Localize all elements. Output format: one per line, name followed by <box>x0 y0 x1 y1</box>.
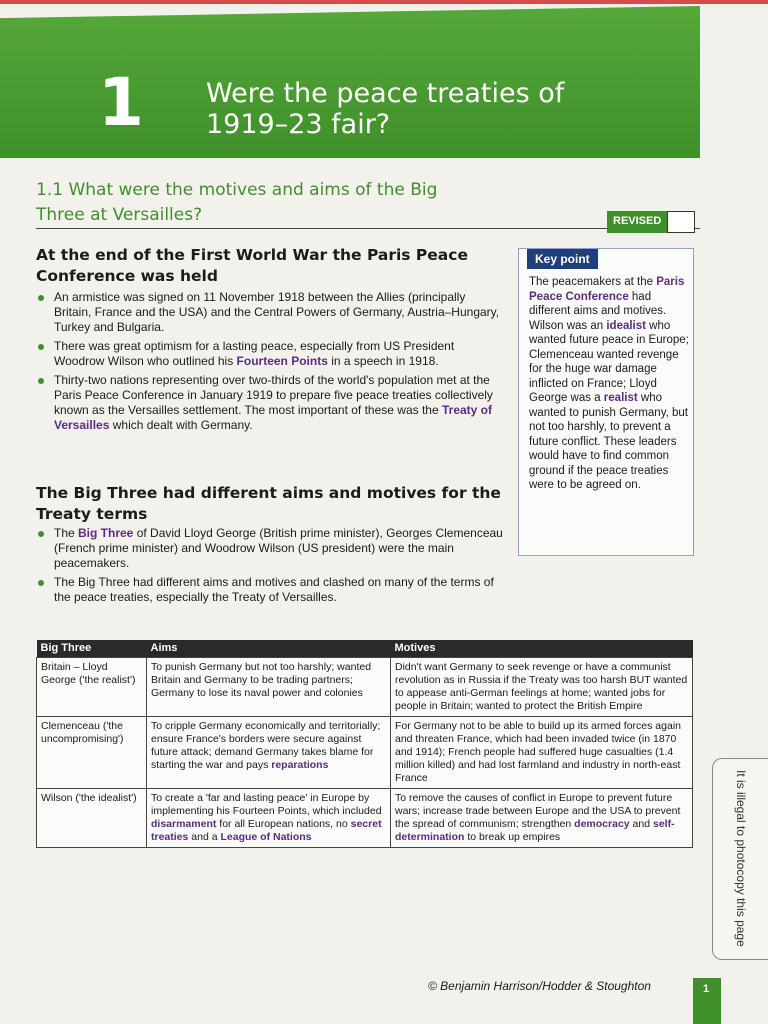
table-cell: To punish Germany but not too harshly; wanted Britain and Germany to be trading partners; Germany to lose its naval power and colonies <box>147 658 391 717</box>
table-cell: Clemenceau ('the uncompromising') <box>37 717 147 789</box>
table-cell: To create a 'far and lasting peace' in Europe by implementing his Fourteen Points, which included disarmament for all European nations, no secret treaties and a League of Nations <box>147 789 391 848</box>
list-item: Thirty-two nations representing over two-thirds of the world's population met at the Paris Peace Conference in January 1919 to prepare five peace treaties collectively known as the Versailles settlement. The most important of these was the Treaty of Versailles which dealt with Germany. <box>36 373 504 433</box>
chapter-number: 1 <box>98 64 144 141</box>
keyword[interactable]: realist <box>603 392 638 404</box>
keyword[interactable]: Big Three <box>78 526 134 540</box>
keyword[interactable]: Fourteen Points <box>236 354 328 368</box>
section-rule <box>36 228 700 229</box>
table-header: Aims <box>147 640 391 658</box>
photocopy-notice: It is illegal to photocopy this page <box>734 770 748 947</box>
chapter-title: Were the peace treaties of 1919–23 fair? <box>206 78 565 140</box>
keyword[interactable]: reparations <box>271 759 329 771</box>
keyword[interactable]: idealist <box>606 319 646 332</box>
footer-copyright: © Benjamin Harrison/Hodder & Stoughton <box>428 979 651 993</box>
table-cell: To remove the causes of conflict in Europe to prevent future wars; increase trade between Europe and the USA to prevent the spread of communism; strengthen democracy and self-determination to break up empires <box>391 789 693 848</box>
keyword[interactable]: League of Nations <box>220 831 312 843</box>
key-point-text: The peacemakers at the Paris Peace Conference had different aims and motives. Wilson was an idealist who wanted future peace in Europe; Clemenceau wanted revenge for the huge war damage inflicted on France; Lloyd George was a realist who wanted to punish Germany, but not too harshly, to prevent a future conflict. These leaders would have to find common ground if the peace treaties were to be agreed on. <box>529 276 689 491</box>
table-cell: Didn't want Germany to seek revenge or have a communist revolution as in Russia if the Treaty was too harsh BUT wanted to appease anti-German feelings at home; wanted jobs for people in Britain; wanted to protect the British Empire <box>391 658 693 717</box>
revised-box[interactable] <box>667 211 695 233</box>
revised-checkbox[interactable] <box>607 211 695 233</box>
table-cell: To cripple Germany economically and territorially; ensure France's borders were secure against future attack; demand Germany takes blame for starting the war and pays reparations <box>147 717 391 789</box>
keyword[interactable]: secret treaties <box>151 818 382 843</box>
part2-bullets <box>36 526 504 609</box>
table-cell: For Germany not to be able to build up its armed forces again and threaten France, which had been invaded twice (in 1870 and 1914); French people had suffered huge casualties (1.4 million killed) and had lost farmland and industry in north-east France <box>391 717 693 789</box>
list-item: The Big Three of David Lloyd George (British prime minister), Georges Clemenceau (French prime minister) and Woodrow Wilson (US president) were the main peacemakers. <box>36 526 504 571</box>
key-point-box <box>518 248 694 556</box>
page-top-edge <box>0 0 768 4</box>
table-header: Motives <box>391 640 693 658</box>
keyword[interactable]: self-determination <box>395 818 675 843</box>
table-header: Big Three <box>37 640 147 658</box>
key-point-label: Key point <box>527 249 598 269</box>
part1-bullets <box>36 290 504 437</box>
keyword[interactable]: Paris Peace Conference <box>529 276 685 303</box>
list-item: An armistice was signed on 11 November 1918 between the Allies (principally Britain, France and the USA) and the Central Powers of Germany, Austria–Hungary, Turkey and Bulgaria. <box>36 290 504 335</box>
keyword[interactable]: disarmament <box>151 818 217 830</box>
keyword[interactable]: Treaty of Versailles <box>54 403 492 432</box>
page-number: 1 <box>703 983 710 995</box>
list-item: There was great optimism for a lasting peace, especially from US President Woodrow Wilson who outlined his Fourteen Points in a speech in 1918. <box>36 339 504 369</box>
table-header-row <box>37 640 693 658</box>
revised-label: REVISED <box>607 211 667 233</box>
keyword[interactable]: democracy <box>574 818 630 830</box>
table-cell: Wilson ('the idealist') <box>37 789 147 848</box>
table-row <box>37 789 693 848</box>
aims-motives-table <box>36 640 693 848</box>
table-cell: Britain – Lloyd George ('the realist') <box>37 658 147 717</box>
table-row <box>37 658 693 717</box>
part1-heading: At the end of the First World War the Paris Peace Conference was held <box>36 246 468 285</box>
table-row <box>37 717 693 789</box>
part2-heading: The Big Three had different aims and motives for the Treaty terms <box>36 484 501 523</box>
section-heading: 1.1 What were the motives and aims of the Big Three at Versailles? <box>36 180 438 225</box>
list-item: The Big Three had different aims and motives and clashed on many of the terms of the peace treaties, especially the Treaty of Versailles. <box>36 575 504 605</box>
